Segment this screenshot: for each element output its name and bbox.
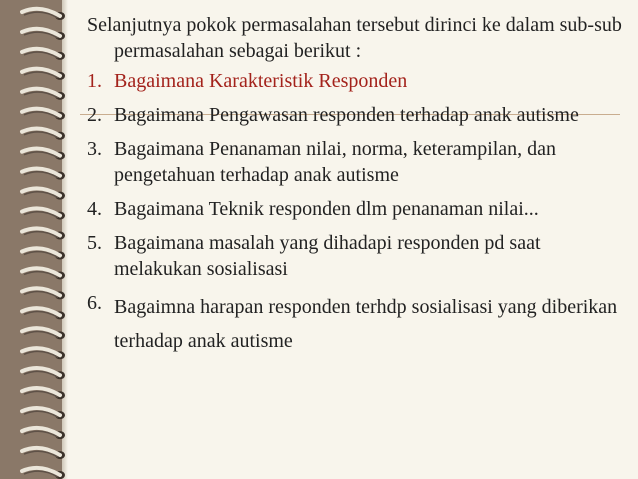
spiral-ring-icon	[22, 89, 65, 100]
spiral-ring-icon	[22, 368, 65, 379]
list-number: 6.	[87, 292, 102, 314]
spiral-ring-icon	[22, 29, 65, 40]
spiral-ring-icon	[22, 248, 65, 259]
list-item	[87, 102, 627, 128]
spiral-ring-icon	[22, 109, 65, 120]
spiral-ring-icon	[22, 388, 65, 399]
list-item-text: Bagaimana Teknik responden dlm penanaman nilai...	[114, 198, 539, 220]
spiral-ring-icon	[22, 9, 65, 20]
list-item	[87, 68, 627, 94]
list-item	[87, 230, 627, 282]
spiral-ring-icon	[22, 168, 65, 179]
list-item-text: Bagaimna harapan responden terhdp sosialisasi yang diberikan terhadap anak autisme	[114, 296, 618, 352]
spiral-ring-icon	[22, 129, 65, 140]
spiral-ring-icon	[22, 408, 65, 419]
list-item-text: Bagaimana Karakteristik Responden	[114, 70, 408, 92]
spiral-ring-icon	[22, 468, 65, 479]
list-number: 2.	[87, 104, 102, 126]
list-number: 4.	[87, 198, 102, 220]
list-item-text: Bagaimana Penanaman nilai, norma, keterampilan, dan pengetahuan terhadap anak autisme	[114, 138, 557, 186]
list-number: 1.	[87, 70, 102, 92]
spiral-ring-icon	[22, 188, 65, 199]
spiral-ring-icon	[22, 428, 65, 439]
spiral-ring-icon	[22, 208, 65, 219]
intro-text: Selanjutnya pokok permasalahan tersebut dirinci ke dalam sub-sub permasalahan sebagai berikut :	[87, 14, 622, 62]
list-item-text: Bagaimana Pengawasan responden terhadap anak autisme	[114, 104, 579, 126]
spiral-ring-icon	[22, 288, 65, 299]
spiral-ring-icon	[22, 328, 65, 339]
spiral-ring-icon	[22, 49, 65, 60]
spiral-ring-icon	[22, 308, 65, 319]
spiral-ring-icon	[22, 69, 65, 80]
list-item	[87, 196, 627, 222]
list-item-text: Bagaimana masalah yang dihadapi responden pd saat melakukan sosialisasi	[114, 232, 541, 280]
spiral-ring-icon	[22, 448, 65, 459]
list-number: 5.	[87, 232, 102, 254]
spiral-rings	[0, 0, 80, 479]
slide-body	[87, 12, 627, 358]
spiral-ring-icon	[22, 348, 65, 359]
spiral-ring-icon	[22, 268, 65, 279]
list-number: 3.	[87, 138, 102, 160]
list-item	[87, 136, 627, 188]
spiral-ring-icon	[22, 228, 65, 239]
list-item	[87, 290, 627, 358]
spiral-ring-icon	[22, 149, 65, 160]
